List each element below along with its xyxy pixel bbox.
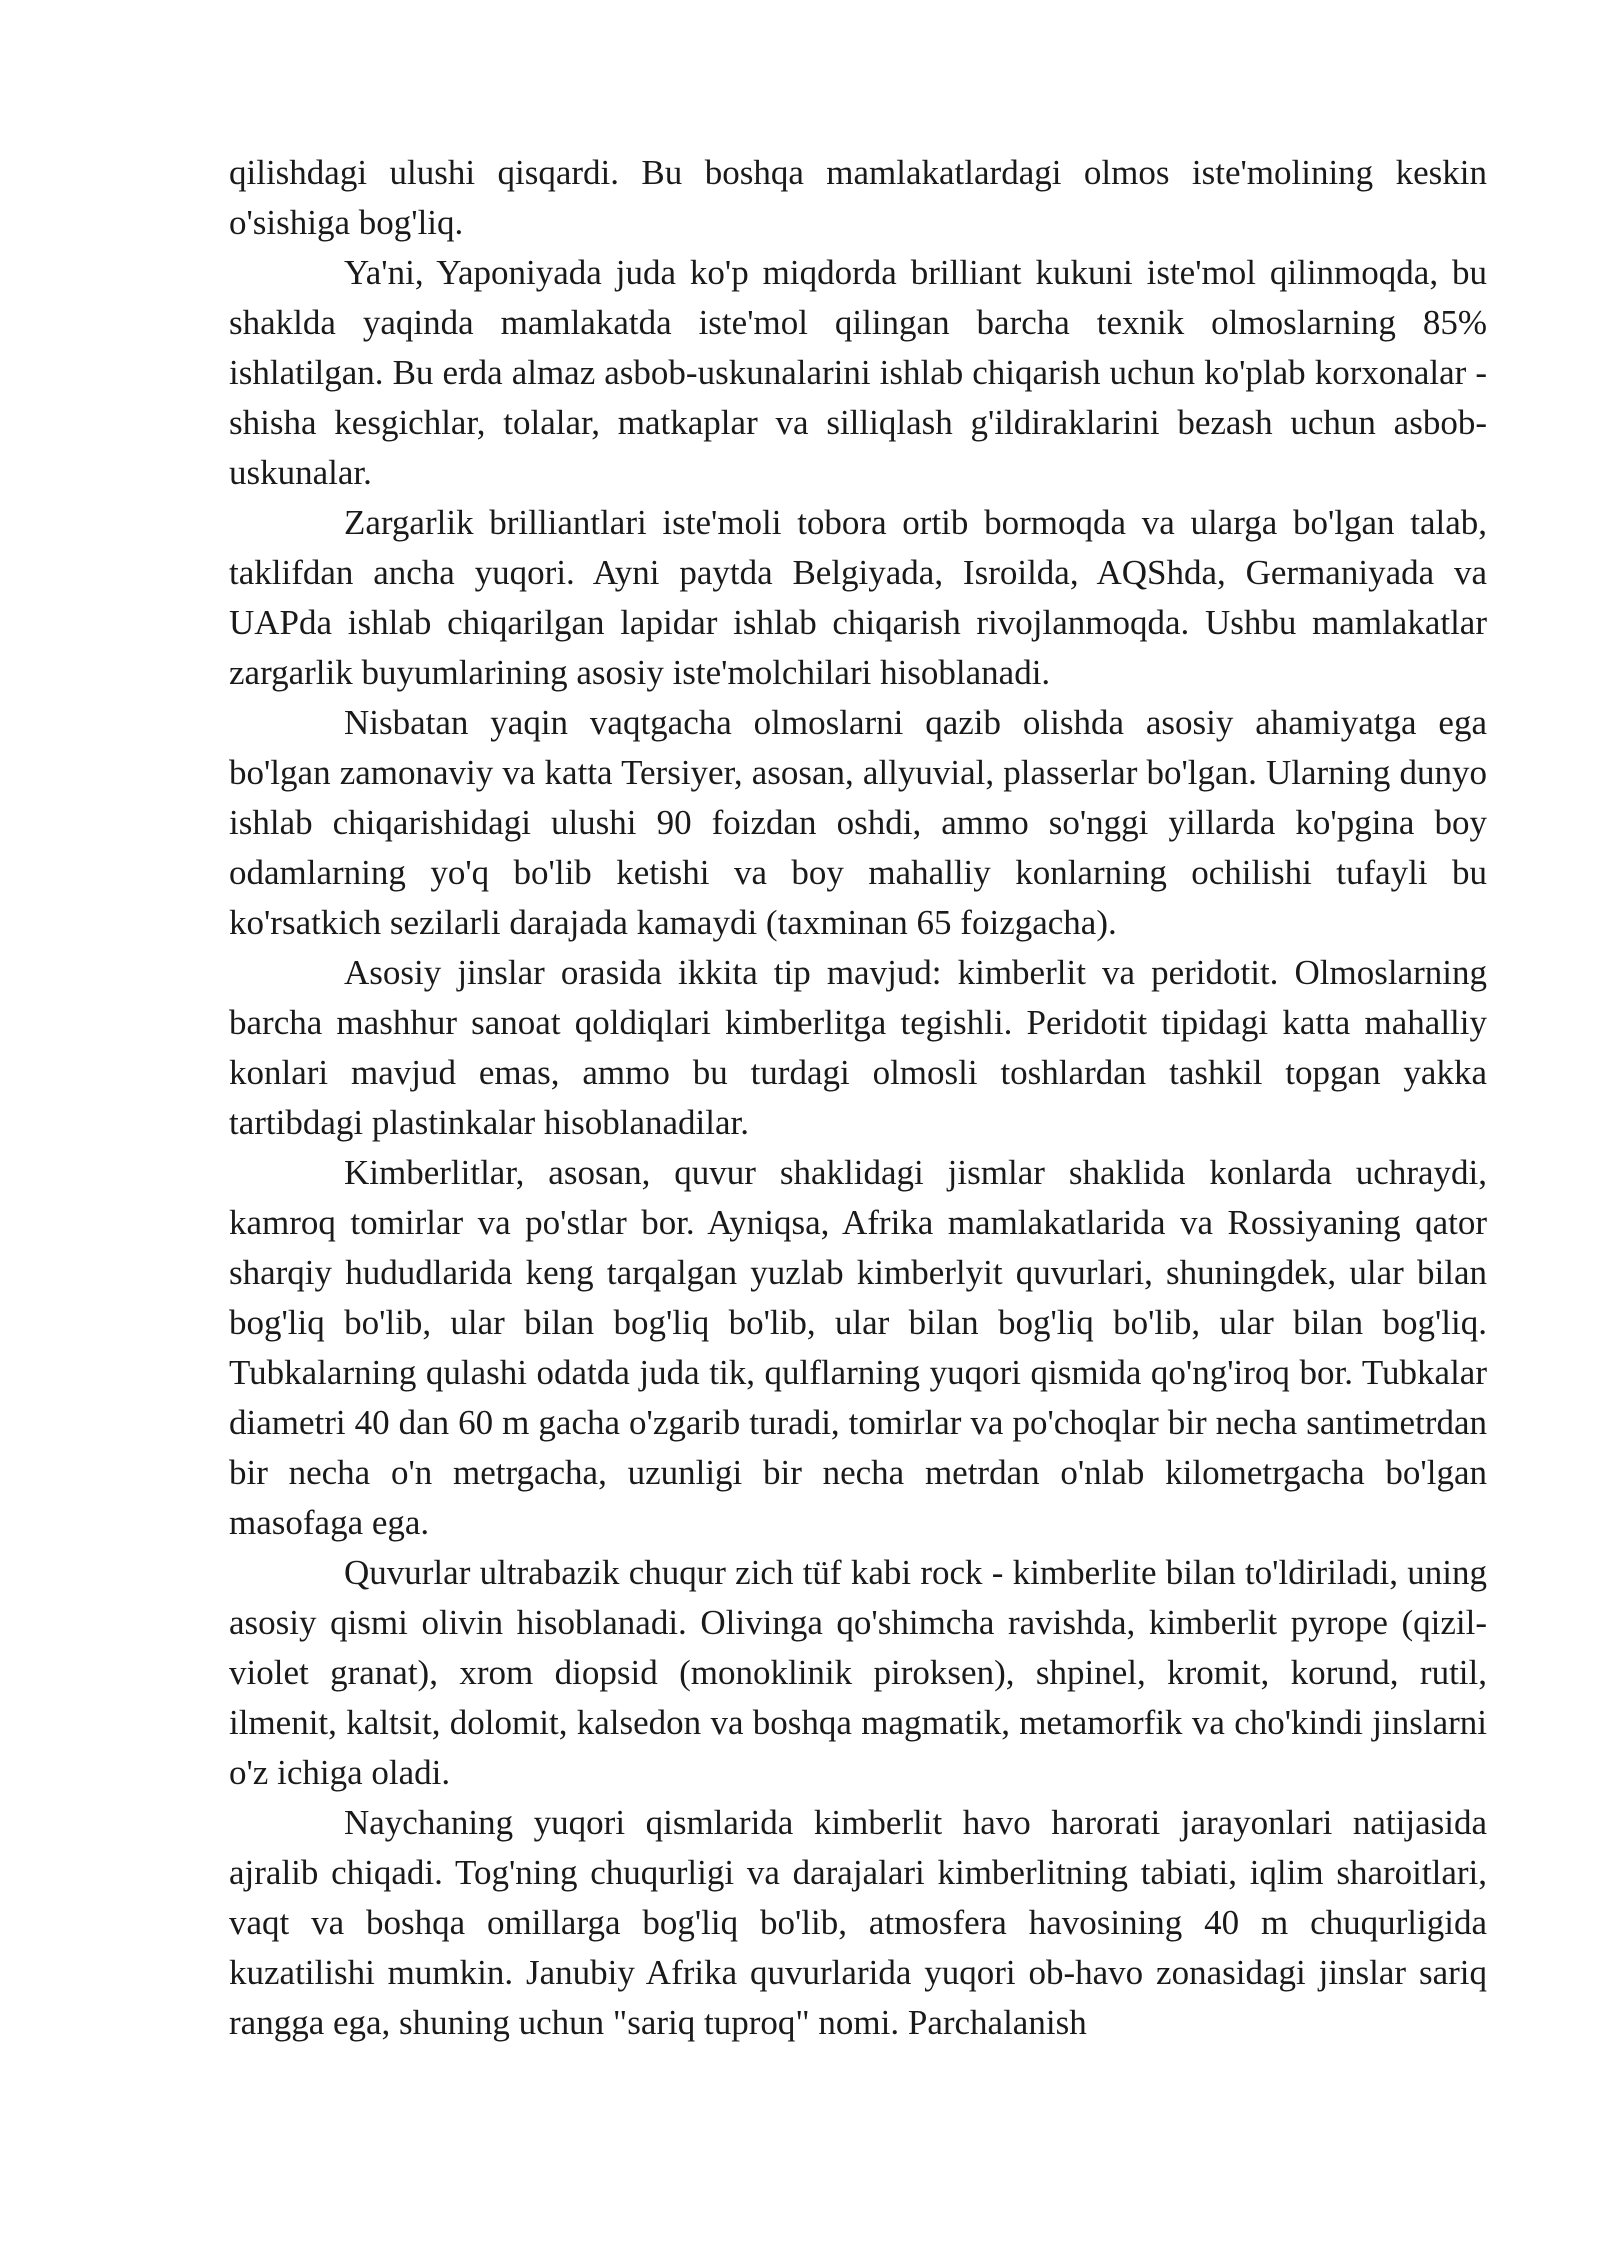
paragraph-japan-diamond-powder: Ya'ni, Yaponiyada juda ko'p miqdorda brilliant kukuni iste'mol qilinmoqda, bu shaklda yaqinda mamlakatda iste'mol qilingan barcha texnik olmoslarning 85% ishlatilgan. Bu erda almaz asbob-uskunalarini ishlab chiqarish uchun ko'plab korxonalar - shisha kesgichlar, tolalar, matkaplar va silliqlash g'ildiraklarini bezash uchun asbob-uskunalar. [229, 253, 1487, 492]
paragraph-alluvial-placers: Nisbatan yaqin vaqtgacha olmoslarni qazib olishda asosiy ahamiyatga ega bo'lgan zamonaviy va katta Tersiyer, asosan, allyuvial, plasserlar bo'lgan. Ularning dunyo ishlab chiqarishidagi ulushi 90 foizdan oshdi, ammo so'nggi yillarda ko'pgina boy odamlarning yo'q bo'lib ketishi va boy mahalliy konlarning ochilishi tufayli bu ko'rsatkich sezilarli darajada kamaydi (taxminan 65 foizgacha). [229, 703, 1487, 942]
paragraph-jewelry-diamonds: Zargarlik brilliantlari iste'moli tobora ortib bormoqda va ularga bo'lgan talab, taklifdan ancha yuqori. Ayni paytda Belgiyada, Isroilda, AQShda, Germaniyada va UAPda ishlab chiqarilgan lapidar ishlab chiqarish rivojlanmoqda. Ushbu mamlakatlar zargarlik buyumlarining asosiy iste'molchilari hisoblanadi. [229, 503, 1487, 692]
paragraph-kimberlite-pipes: Kimberlitlar, asosan, quvur shaklidagi jismlar shaklida konlarda uchraydi, kamroq tomirlar va po'stlar bor. Ayniqsa, Afrika mamlakatlarida va Rossiyaning qator sharqiy hududlarida keng tarqalgan yuzlab kimberlyit quvurlari, shuningdek, ular bilan bog'liq bo'lib, ular bilan bog'liq bo'lib, ular bilan bog'liq bo'lib, ular bilan bog'liq. Tubkalarning qulashi odatda juda tik, qulflarning yuqori qismida qo'ng'iroq bor. Tubkalar diametri 40 dan 60 m gacha o'zgarib turadi, tomirlar va po'choqlar bir necha santimetrdan bir necha o'n metrgacha, uzunligi bir necha metrdan o'nlab kilometrgacha bo'lgan masofaga ega. [229, 1153, 1487, 1542]
paragraph-host-rocks: Asosiy jinslar orasida ikkita tip mavjud: kimberlit va peridotit. Olmoslarning barcha mashhur sanoat qoldiqlari kimberlitga tegishli. Peridotit tipidagi katta mahalliy konlari mavjud emas, ammo bu turdagi olmosli toshlardan tashkil topgan yakka tartibdagi plastinkalar hisoblanadilar. [229, 953, 1487, 1142]
paragraph-continuation: qilishdagi ulushi qisqardi. Bu boshqa mamlakatlardagi olmos iste'molining keskin o'sishiga bog'liq. [229, 153, 1487, 242]
document-page [229, 148, 1487, 2048]
paragraph-weathering: Naychaning yuqori qismlarida kimberlit havo harorati jarayonlari natijasida ajralib chiqadi. Tog'ning chuqurligi va darajalari kimberlitning tabiati, iqlim sharoitlari, vaqt va boshqa omillarga bog'liq bo'lib, atmosfera havosining 40 m chuqurligida kuzatilishi mumkin. Janubiy Afrika quvurlarida yuqori ob-havo zonasidagi jinslar sariq rangga ega, shuning uchun "sariq tuproq" nomi. Parchalanish [229, 1803, 1487, 2042]
paragraph-pipe-filling: Quvurlar ultrabazik chuqur zich tüf kabi rock - kimberlite bilan to'ldiriladi, uning asosiy qismi olivin hisoblanadi. Olivinga qo'shimcha ravishda, kimberlit pyrope (qizil-violet granat), xrom diopsid (monoklinik piroksen), shpinel, kromit, korund, rutil, ilmenit, kaltsit, dolomit, kalsedon va boshqa magmatik, metamorfik va cho'kindi jinslarni o'z ichiga oladi. [229, 1553, 1487, 1792]
